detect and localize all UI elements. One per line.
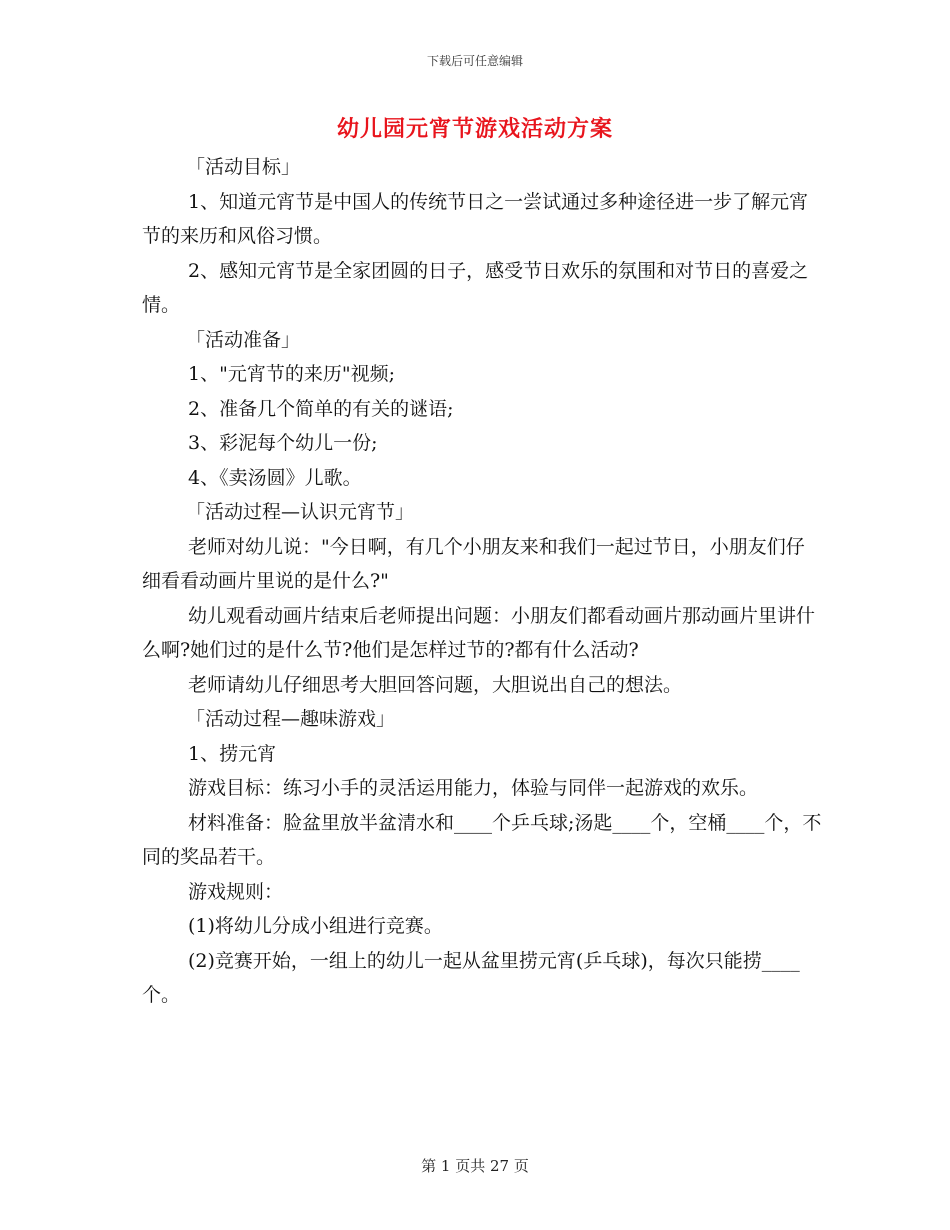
page-footer: 第 1 页共 27 页 [421, 1157, 529, 1175]
section-heading-process-2: 「活动过程—趣味游戏」 [186, 708, 396, 730]
paragraph-prep-1: 1、"元宵节的来历"视频; [188, 363, 395, 385]
document-body [142, 150, 822, 1013]
paragraph-goal-1: 1、知道元宵节是中国人的传统节日之一尝试通过多种途径进一步了解元宵节的来历和风俗习惯。 [142, 190, 809, 247]
paragraph-prep-4: 4、《卖汤圆》儿歌。 [188, 466, 362, 489]
paragraph-game-materials: 材料准备：脸盆里放半盆清水和____个乒乓球;汤匙____个，空桶____个，不同的奖品若干。 [142, 811, 822, 868]
paragraph-rule-1: (1)将幼儿分成小组进行竞赛。 [188, 915, 443, 937]
paragraph-game-goal: 游戏目标：练习小手的灵活运用能力，体验与同伴一起游戏的欢乐。 [188, 777, 759, 799]
paragraph-rule-2: (2)竞赛开始，一组上的幼儿一起从盆里捞元宵(乒乓球)，每次只能捞____个。 [142, 949, 800, 1006]
paragraph-prep-2: 2、准备几个简单的有关的谜语; [188, 397, 454, 420]
paragraph-process-3: 老师请幼儿仔细思考大胆回答问题，大胆说出自己的想法。 [188, 673, 683, 696]
page-header: 下载后可任意编辑 [426, 54, 523, 68]
paragraph-process-2: 幼儿观看动画片结束后老师提出问题：小朋友们都看动画片那动画片里讲什么啊?她们过的是什么节?他们是怎样过节的?都有什么活动? [142, 604, 816, 661]
section-heading-preparation: 「活动准备」 [186, 328, 301, 351]
section-heading-process-1: 「活动过程—认识元宵节」 [186, 501, 415, 523]
paragraph-game-rules: 游戏规则： [188, 880, 284, 903]
paragraph-prep-3: 3、彩泥每个幼儿一份; [188, 432, 378, 454]
paragraph-game-title: 1、捞元宵 [188, 742, 277, 765]
paragraph-goal-2: 2、感知元宵节是全家团圆的日子，感受节日欢乐的氛围和对节日的喜爱之情。 [142, 259, 809, 316]
section-heading-goals: 「活动目标」 [186, 156, 301, 178]
document-title: 幼儿园元宵节游戏活动方案 [336, 116, 613, 142]
paragraph-process-1: 老师对幼儿说："今日啊，有几个小朋友来和我们一起过节日，小朋友们仔细看看动画片里说的是什么?" [142, 535, 805, 592]
